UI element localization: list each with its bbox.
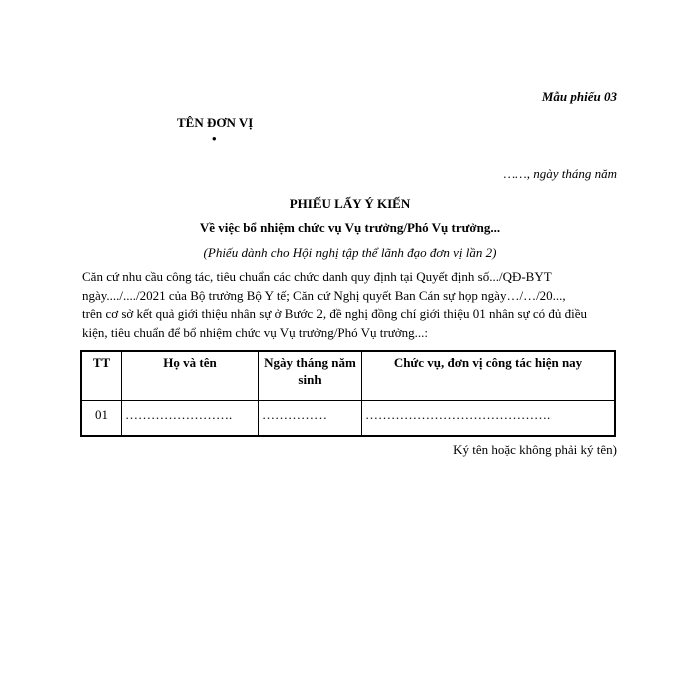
document-subtitle: Về việc bổ nhiệm chức vụ Vụ trưởng/Phó Vụ trưởng...	[199, 220, 501, 235]
body-line: trên cơ sở kết quả giới thiệu nhân sự ở Bước 2, đề nghị đồng chí giới thiệu 01 nhân sự có đủ điều	[82, 306, 588, 321]
cell-full-name[interactable]: …………………….	[122, 401, 259, 437]
form-code: Mẫu phiếu 03	[541, 89, 617, 104]
header-tt: TT	[81, 351, 122, 401]
document-title: PHIẾU LẤY Ý KIẾN	[289, 196, 411, 211]
body-paragraph	[82, 268, 618, 342]
cell-date-of-birth[interactable]: ……………	[259, 401, 362, 437]
header-full-name: Họ và tên	[122, 351, 259, 401]
document-note: (Phiếu dành cho Hội nghị tập thể lãnh đạo đơn vị lần 2)	[203, 245, 497, 260]
signature-note: Ký tên hoặc không phải ký tên)	[453, 442, 617, 457]
date-line: ……, ngày tháng năm	[503, 166, 617, 181]
cell-position[interactable]: …………………………………….	[362, 401, 616, 437]
table-row	[81, 401, 615, 437]
body-line: Căn cứ nhu cầu công tác, tiêu chuẩn các chức danh quy định tại Quyết định số.../QĐ-BYT	[82, 269, 552, 284]
header-date-of-birth: Ngày tháng năm sinh	[259, 351, 362, 401]
header-position: Chức vụ, đơn vị công tác hiện nay	[362, 351, 616, 401]
nomination-table	[80, 350, 616, 437]
unit-name: TÊN ĐƠN VỊ	[177, 115, 254, 130]
body-line: ngày..../..../2021 của Bộ trưởng Bộ Y tế; Căn cứ Nghị quyết Ban Cán sự họp ngày…/…/20...,	[82, 287, 566, 303]
unit-bullet: •	[212, 131, 217, 146]
table-header-row	[81, 351, 615, 401]
body-line: kiện, tiêu chuẩn để bổ nhiệm chức vụ Vụ trưởng/Phó Vụ trưởng...:	[82, 324, 428, 340]
cell-tt: 01	[81, 401, 122, 437]
